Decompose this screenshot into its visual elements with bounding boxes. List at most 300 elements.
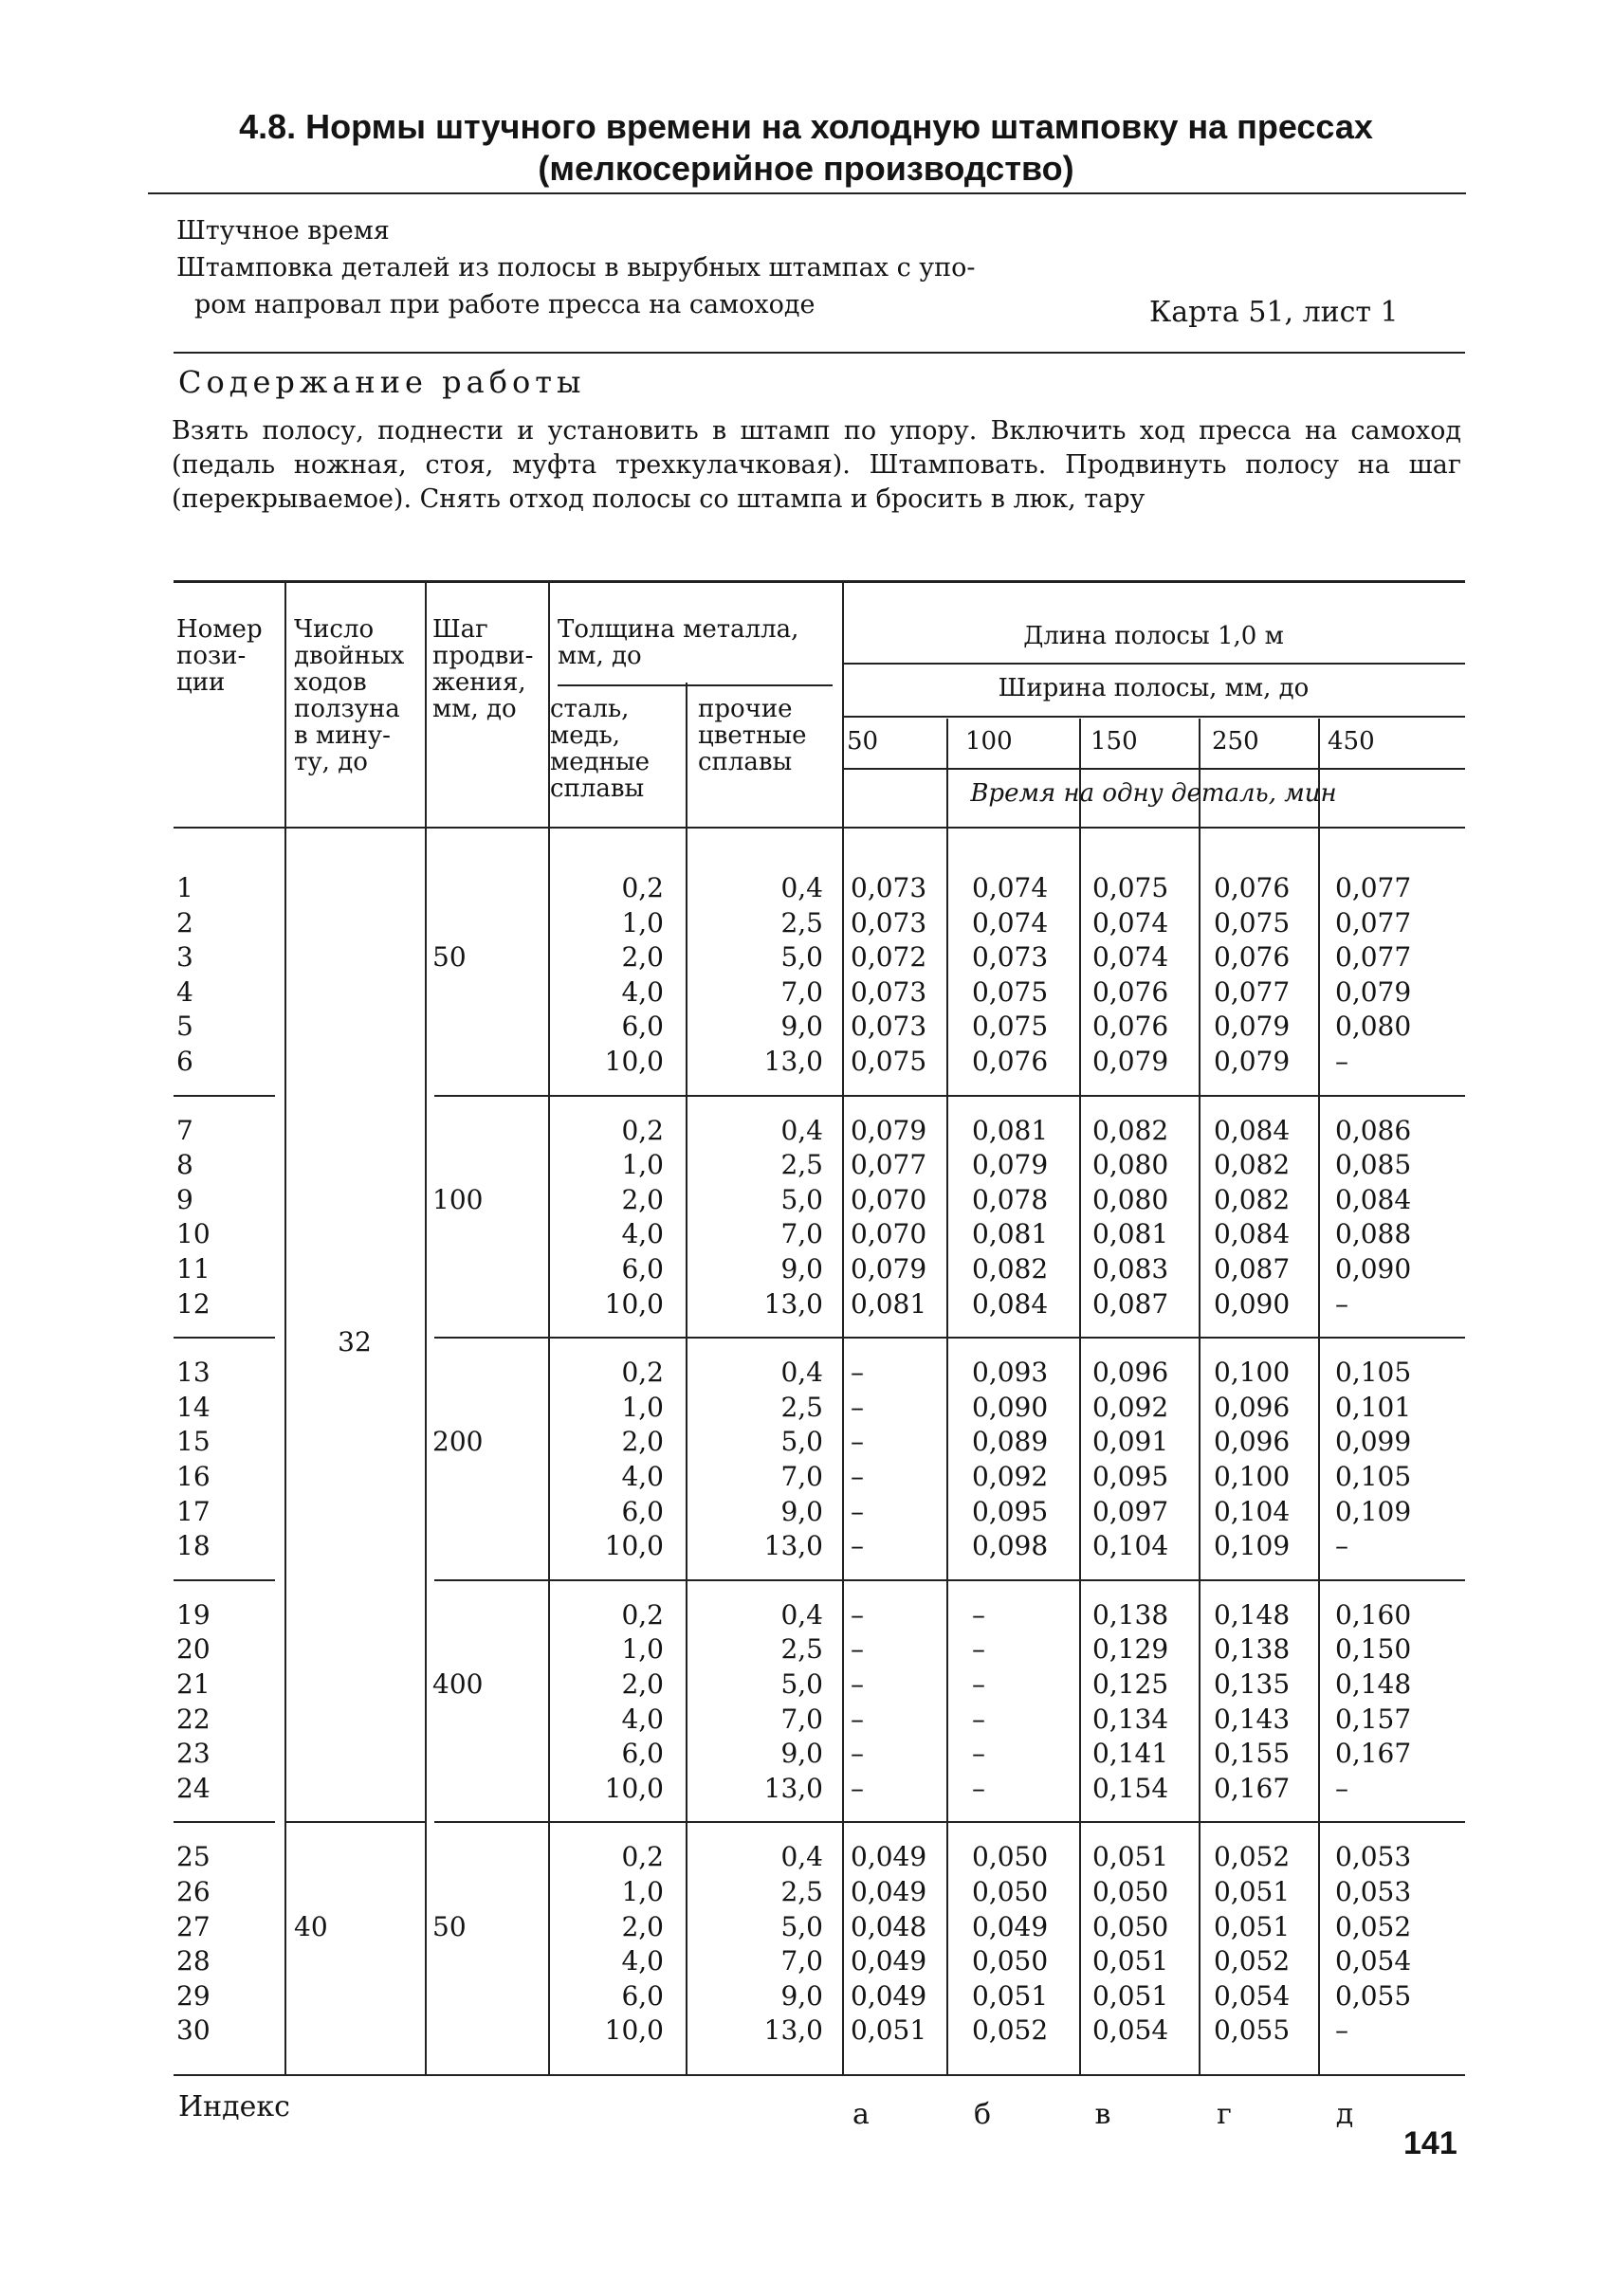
- row-time: –: [972, 1738, 985, 1770]
- row-time: 0,052: [1214, 1841, 1291, 1873]
- row-time: 0,082: [1092, 1114, 1169, 1146]
- row-time: 0,095: [1092, 1461, 1169, 1492]
- row-pos: 15: [176, 1426, 211, 1458]
- row-steel: 6,0: [621, 1738, 664, 1770]
- row-other: 13,0: [763, 1046, 823, 1077]
- col-divider: [1318, 719, 1320, 2074]
- row-time: 0,079: [1214, 1046, 1291, 1077]
- row-time: 0,081: [1092, 1218, 1169, 1250]
- row-time: 0,081: [851, 1287, 927, 1320]
- index-label: Индекс: [178, 2090, 290, 2123]
- row-time: 0,074: [1092, 941, 1169, 974]
- row-steel: 0,2: [621, 872, 664, 903]
- title-rule: [148, 192, 1466, 194]
- header-thickness-line: Толщина металла,: [558, 615, 799, 644]
- row-pos: 1: [176, 872, 193, 903]
- row-time: 0,070: [851, 1183, 927, 1215]
- row-time: 0,154: [1092, 1772, 1169, 1804]
- row-time: 0,084: [1335, 1183, 1412, 1215]
- header-line-1: Штучное время: [176, 216, 390, 246]
- header-width-150: 150: [1091, 727, 1138, 756]
- row-other: 7,0: [780, 1703, 823, 1735]
- group-rule-pos: [174, 1579, 275, 1581]
- row-other: 7,0: [780, 975, 823, 1008]
- index-letter: б: [973, 2098, 992, 2131]
- step-value: 50: [432, 941, 467, 974]
- row-time: 0,075: [972, 1011, 1049, 1043]
- index-letter: д: [1335, 2098, 1354, 2131]
- row-other: 7,0: [780, 1461, 823, 1492]
- row-other: 5,0: [780, 1668, 823, 1700]
- group-rule-pos: [174, 1337, 275, 1339]
- row-time: 0,101: [1335, 1391, 1412, 1423]
- group-rule: [434, 1337, 1465, 1339]
- group-rule-strokes: [284, 1821, 425, 1823]
- row-steel: 4,0: [621, 1703, 664, 1735]
- row-time: 0,074: [972, 906, 1049, 938]
- row-time: 0,167: [1214, 1772, 1291, 1804]
- row-pos: 22: [176, 1703, 211, 1735]
- row-time: 0,138: [1214, 1633, 1291, 1666]
- row-pos: 12: [176, 1287, 211, 1320]
- row-pos: 7: [176, 1114, 193, 1146]
- page-number: 141: [1403, 2125, 1457, 2161]
- header-strokes-line: в мину-: [294, 721, 391, 750]
- row-time: 0,143: [1214, 1703, 1291, 1735]
- header-thickness-line: мм, до: [558, 642, 642, 670]
- row-steel: 6,0: [621, 1495, 664, 1527]
- card-label: Карта 51, лист 1: [1149, 296, 1399, 329]
- row-pos: 19: [176, 1598, 211, 1631]
- row-steel: 2,0: [621, 1426, 664, 1458]
- header-pos-line: Номер: [176, 615, 263, 644]
- row-pos: 4: [176, 975, 193, 1008]
- row-other: 13,0: [763, 2014, 823, 2047]
- row-pos: 10: [176, 1218, 211, 1250]
- header-other-line: сплавы: [698, 748, 793, 776]
- row-time: 0,092: [972, 1461, 1049, 1492]
- row-time: –: [1335, 1287, 1348, 1320]
- row-time: 0,085: [1335, 1149, 1412, 1181]
- row-steel: 1,0: [621, 906, 664, 938]
- header-pos-line: пози-: [176, 642, 247, 670]
- header-line-3: ром напровал при работе пресса на самоходе: [194, 290, 816, 319]
- header-pos-line: ции: [176, 668, 226, 697]
- row-other: 0,4: [780, 1841, 823, 1873]
- row-time: 0,096: [1214, 1391, 1291, 1423]
- row-pos: 20: [176, 1633, 211, 1666]
- step-value: 200: [432, 1426, 484, 1458]
- header-steel-line: медь,: [550, 721, 621, 750]
- group-rule: [434, 1095, 1465, 1097]
- row-time: 0,083: [1092, 1253, 1169, 1285]
- table-header-rule: [174, 827, 1465, 829]
- header-width-100: 100: [965, 727, 1013, 756]
- row-time: 0,051: [1092, 1945, 1169, 1977]
- row-time: 0,049: [851, 1945, 927, 1977]
- row-time: 0,090: [1214, 1287, 1291, 1320]
- row-time: 0,049: [851, 1841, 927, 1873]
- header-strokes-line: Число: [294, 615, 375, 644]
- step-value: 400: [432, 1668, 484, 1700]
- row-pos: 5: [176, 1011, 193, 1043]
- row-time: 0,074: [1092, 906, 1169, 938]
- row-other: 7,0: [780, 1945, 823, 1977]
- row-time: 0,167: [1335, 1738, 1412, 1770]
- row-other: 0,4: [780, 1598, 823, 1631]
- row-time: 0,070: [851, 1218, 927, 1250]
- row-time: 0,104: [1092, 1530, 1169, 1562]
- header-step-line: Шаг: [432, 615, 488, 644]
- group-rule: [434, 1821, 1465, 1823]
- row-time: 0,052: [1214, 1945, 1291, 1977]
- row-time: 0,105: [1335, 1357, 1412, 1389]
- row-time: 0,054: [1092, 2014, 1169, 2047]
- row-time: 0,087: [1214, 1253, 1291, 1285]
- row-time: 0,125: [1092, 1668, 1169, 1700]
- row-steel: 2,0: [621, 1910, 664, 1942]
- row-steel: 1,0: [621, 1391, 664, 1423]
- row-other: 5,0: [780, 941, 823, 974]
- row-time: 0,053: [1335, 1876, 1412, 1907]
- row-pos: 6: [176, 1046, 193, 1077]
- row-time: 0,076: [1214, 872, 1291, 903]
- row-time: 0,080: [1092, 1183, 1169, 1215]
- row-time: 0,092: [1092, 1391, 1169, 1423]
- row-time: 0,076: [1214, 941, 1291, 974]
- row-time: 0,109: [1335, 1495, 1412, 1527]
- row-time: 0,079: [1335, 975, 1412, 1008]
- row-steel: 4,0: [621, 975, 664, 1008]
- row-time: 0,073: [851, 906, 927, 938]
- row-time: 0,077: [1335, 941, 1412, 974]
- row-time: 0,054: [1335, 1945, 1412, 1977]
- row-pos: 2: [176, 906, 193, 938]
- widths-subrule: [842, 768, 1465, 770]
- row-time: –: [972, 1598, 985, 1631]
- row-steel: 6,0: [621, 1979, 664, 2012]
- row-time: 0,080: [1335, 1011, 1412, 1043]
- col-divider: [284, 580, 286, 2074]
- row-time: 0,097: [1092, 1495, 1169, 1527]
- header-width-50: 50: [847, 727, 879, 756]
- header-width: Ширина полосы, мм, до: [998, 674, 1310, 702]
- row-time: 0,160: [1335, 1598, 1412, 1631]
- row-time: –: [972, 1772, 985, 1804]
- work-content-title: Содержание работы: [178, 364, 586, 400]
- row-time: 0,073: [851, 872, 927, 903]
- row-time: 0,052: [972, 2014, 1049, 2047]
- row-steel: 0,2: [621, 1598, 664, 1631]
- row-time: 0,091: [1092, 1426, 1169, 1458]
- row-time: 0,090: [1335, 1253, 1412, 1285]
- row-time: 0,089: [972, 1426, 1049, 1458]
- row-other: 0,4: [780, 872, 823, 903]
- row-steel: 1,0: [621, 1633, 664, 1666]
- thickness-subrule: [558, 684, 833, 686]
- length-subrule: [842, 663, 1465, 665]
- row-steel: 10,0: [604, 1046, 664, 1077]
- row-time: 0,087: [1092, 1287, 1169, 1320]
- row-time: 0,148: [1335, 1668, 1412, 1700]
- row-steel: 2,0: [621, 941, 664, 974]
- header-length: Длина полосы 1,0 м: [1023, 622, 1284, 650]
- row-time: 0,080: [1092, 1149, 1169, 1181]
- header-strokes-line: двойных: [294, 642, 405, 670]
- row-time: 0,077: [1214, 975, 1291, 1008]
- row-pos: 18: [176, 1530, 211, 1562]
- row-time: 0,096: [1092, 1357, 1169, 1389]
- row-time: 0,081: [972, 1218, 1049, 1250]
- row-time: 0,055: [1214, 2014, 1291, 2047]
- row-other: 9,0: [780, 1011, 823, 1043]
- row-time: 0,076: [1092, 1011, 1169, 1043]
- row-other: 9,0: [780, 1979, 823, 2012]
- row-other: 2,5: [780, 1149, 823, 1181]
- row-time: 0,086: [1335, 1114, 1412, 1146]
- row-time: 0,077: [851, 1149, 927, 1181]
- row-steel: 2,0: [621, 1668, 664, 1700]
- row-pos: 25: [176, 1841, 211, 1873]
- row-other: 13,0: [763, 1772, 823, 1804]
- row-time: 0,075: [972, 975, 1049, 1008]
- title-line-2: (мелкосерийное производство): [538, 149, 1074, 188]
- title-line-1: 4.8. Нормы штучного времени на холодную штамповку на прессах: [239, 107, 1373, 146]
- row-pos: 11: [176, 1253, 211, 1285]
- row-time: 0,129: [1092, 1633, 1169, 1666]
- row-time: 0,134: [1092, 1703, 1169, 1735]
- row-time: 0,084: [1214, 1218, 1291, 1250]
- row-time: 0,096: [1214, 1426, 1291, 1458]
- row-time: 0,109: [1214, 1530, 1291, 1562]
- row-time: 0,150: [1335, 1633, 1412, 1666]
- row-steel: 6,0: [621, 1011, 664, 1043]
- row-time: 0,076: [972, 1046, 1049, 1077]
- row-other: 7,0: [780, 1218, 823, 1250]
- row-steel: 10,0: [604, 1530, 664, 1562]
- row-time: 0,079: [1092, 1046, 1169, 1077]
- row-time: 0,053: [1335, 1841, 1412, 1873]
- row-other: 0,4: [780, 1357, 823, 1389]
- step-value: 50: [432, 1910, 467, 1942]
- row-time: 0,082: [972, 1253, 1049, 1285]
- row-time: –: [1335, 1772, 1348, 1804]
- row-time: 0,095: [972, 1495, 1049, 1527]
- row-time: 0,073: [851, 1011, 927, 1043]
- row-time: –: [851, 1495, 864, 1527]
- row-time: 0,093: [972, 1357, 1049, 1389]
- table-bottom-rule: [174, 2074, 1465, 2076]
- index-letter: а: [852, 2098, 870, 2131]
- group-rule: [434, 1579, 1465, 1581]
- row-time: 0,157: [1335, 1703, 1412, 1735]
- row-time: –: [851, 1703, 864, 1735]
- row-time: –: [851, 1461, 864, 1492]
- row-time: 0,050: [1092, 1910, 1169, 1942]
- row-time: 0,079: [972, 1149, 1049, 1181]
- header-rule: [174, 352, 1465, 354]
- header-strokes-line: ползуна: [294, 695, 400, 723]
- row-time: 0,073: [851, 975, 927, 1008]
- row-other: 2,5: [780, 1391, 823, 1423]
- group-rule-pos: [174, 1821, 275, 1823]
- row-time: 0,082: [1214, 1149, 1291, 1181]
- row-time: 0,049: [851, 1979, 927, 2012]
- row-pos: 27: [176, 1910, 211, 1942]
- row-time: –: [972, 1633, 985, 1666]
- row-steel: 1,0: [621, 1876, 664, 1907]
- header-width-250: 250: [1212, 727, 1259, 756]
- row-time: –: [851, 1391, 864, 1423]
- row-pos: 14: [176, 1391, 211, 1423]
- row-time: –: [851, 1738, 864, 1770]
- row-time: 0,138: [1092, 1598, 1169, 1631]
- row-time: –: [851, 1668, 864, 1700]
- row-pos: 30: [176, 2014, 211, 2047]
- header-width-450: 450: [1328, 727, 1375, 756]
- row-steel: 1,0: [621, 1149, 664, 1181]
- row-time: –: [1335, 1530, 1348, 1562]
- row-time: 0,075: [1092, 872, 1169, 903]
- row-other: 2,5: [780, 1633, 823, 1666]
- row-other: 2,5: [780, 906, 823, 938]
- row-pos: 8: [176, 1149, 193, 1181]
- row-time: –: [851, 1772, 864, 1804]
- page-title: [142, 106, 1470, 190]
- row-steel: 10,0: [604, 2014, 664, 2047]
- strokes-40: 40: [294, 1910, 328, 1942]
- row-other: 13,0: [763, 1287, 823, 1320]
- row-time: 0,099: [1335, 1426, 1412, 1458]
- index-letter: в: [1094, 2098, 1111, 2131]
- group-rule-pos: [174, 1095, 275, 1097]
- row-time: 0,074: [972, 872, 1049, 903]
- row-time: 0,050: [972, 1876, 1049, 1907]
- row-pos: 21: [176, 1668, 211, 1700]
- header-time: Время на одну деталь, мин: [970, 779, 1337, 808]
- row-time: –: [1335, 2014, 1348, 2047]
- row-pos: 28: [176, 1945, 211, 1977]
- row-steel: 6,0: [621, 1253, 664, 1285]
- row-time: –: [851, 1530, 864, 1562]
- row-time: –: [972, 1668, 985, 1700]
- row-time: 0,078: [972, 1183, 1049, 1215]
- row-time: 0,051: [972, 1979, 1049, 2012]
- row-pos: 26: [176, 1876, 211, 1907]
- row-time: 0,155: [1214, 1738, 1291, 1770]
- row-steel: 4,0: [621, 1461, 664, 1492]
- col-divider: [946, 719, 948, 2074]
- row-steel: 10,0: [604, 1772, 664, 1804]
- row-other: 5,0: [780, 1426, 823, 1458]
- col-divider: [425, 580, 427, 2074]
- row-steel: 4,0: [621, 1945, 664, 1977]
- strokes-32: 32: [338, 1326, 372, 1358]
- header-line-2: Штамповка деталей из полосы в вырубных штампах с упо-: [176, 253, 976, 282]
- row-time: –: [972, 1703, 985, 1735]
- row-time: 0,051: [1214, 1910, 1291, 1942]
- row-time: 0,079: [851, 1253, 927, 1285]
- row-steel: 0,2: [621, 1357, 664, 1389]
- header-step-line: жения,: [432, 668, 526, 697]
- index-letter: г: [1217, 2098, 1232, 2131]
- row-other: 2,5: [780, 1876, 823, 1907]
- row-pos: 17: [176, 1495, 211, 1527]
- col-divider: [1199, 719, 1201, 2074]
- row-time: 0,084: [972, 1287, 1049, 1320]
- header-strokes-line: ходов: [294, 668, 367, 697]
- row-time: 0,052: [1335, 1910, 1412, 1942]
- row-pos: 9: [176, 1183, 193, 1215]
- row-steel: 4,0: [621, 1218, 664, 1250]
- row-time: 0,050: [1092, 1876, 1169, 1907]
- row-time: 0,084: [1214, 1114, 1291, 1146]
- header-steel-line: сплавы: [550, 774, 645, 803]
- row-time: 0,100: [1214, 1461, 1291, 1492]
- row-time: 0,051: [1092, 1979, 1169, 2012]
- row-time: 0,100: [1214, 1357, 1291, 1389]
- row-time: 0,081: [972, 1114, 1049, 1146]
- row-time: 0,049: [851, 1876, 927, 1907]
- row-time: 0,051: [1214, 1876, 1291, 1907]
- row-time: 0,048: [851, 1910, 927, 1942]
- row-time: 0,090: [972, 1391, 1049, 1423]
- step-value: 100: [432, 1183, 484, 1215]
- row-other: 9,0: [780, 1253, 823, 1285]
- row-time: 0,077: [1335, 872, 1412, 903]
- row-time: 0,072: [851, 941, 927, 974]
- row-time: 0,079: [1214, 1011, 1291, 1043]
- row-other: 9,0: [780, 1738, 823, 1770]
- header-steel-line: медные: [550, 748, 651, 776]
- row-time: 0,141: [1092, 1738, 1169, 1770]
- row-pos: 3: [176, 941, 193, 974]
- norm-table: [174, 580, 1465, 2097]
- row-time: 0,104: [1214, 1495, 1291, 1527]
- row-pos: 23: [176, 1738, 211, 1770]
- header-steel-line: сталь,: [550, 695, 630, 723]
- row-steel: 2,0: [621, 1183, 664, 1215]
- row-time: 0,148: [1214, 1598, 1291, 1631]
- row-time: 0,073: [972, 941, 1049, 974]
- row-time: 0,082: [1214, 1183, 1291, 1215]
- header-step-line: продви-: [432, 642, 534, 670]
- row-other: 5,0: [780, 1910, 823, 1942]
- row-other: 0,4: [780, 1114, 823, 1146]
- row-time: 0,050: [972, 1945, 1049, 1977]
- row-time: 0,105: [1335, 1461, 1412, 1492]
- row-time: –: [851, 1633, 864, 1666]
- header-strokes-line: ту, до: [294, 748, 368, 776]
- row-pos: 13: [176, 1357, 211, 1389]
- row-time: 0,050: [972, 1841, 1049, 1873]
- row-time: 0,077: [1335, 906, 1412, 938]
- row-pos: 16: [176, 1461, 211, 1492]
- col-divider: [1079, 719, 1081, 2074]
- row-steel: 10,0: [604, 1287, 664, 1320]
- row-time: –: [851, 1598, 864, 1631]
- row-time: 0,076: [1092, 975, 1169, 1008]
- row-time: 0,075: [851, 1046, 927, 1077]
- row-time: 0,098: [972, 1530, 1049, 1562]
- row-other: 9,0: [780, 1495, 823, 1527]
- header-other-line: прочие: [698, 695, 793, 723]
- row-time: 0,055: [1335, 1979, 1412, 2012]
- row-time: 0,049: [972, 1910, 1049, 1942]
- row-pos: 24: [176, 1772, 211, 1804]
- row-time: 0,135: [1214, 1668, 1291, 1700]
- row-other: 13,0: [763, 1530, 823, 1562]
